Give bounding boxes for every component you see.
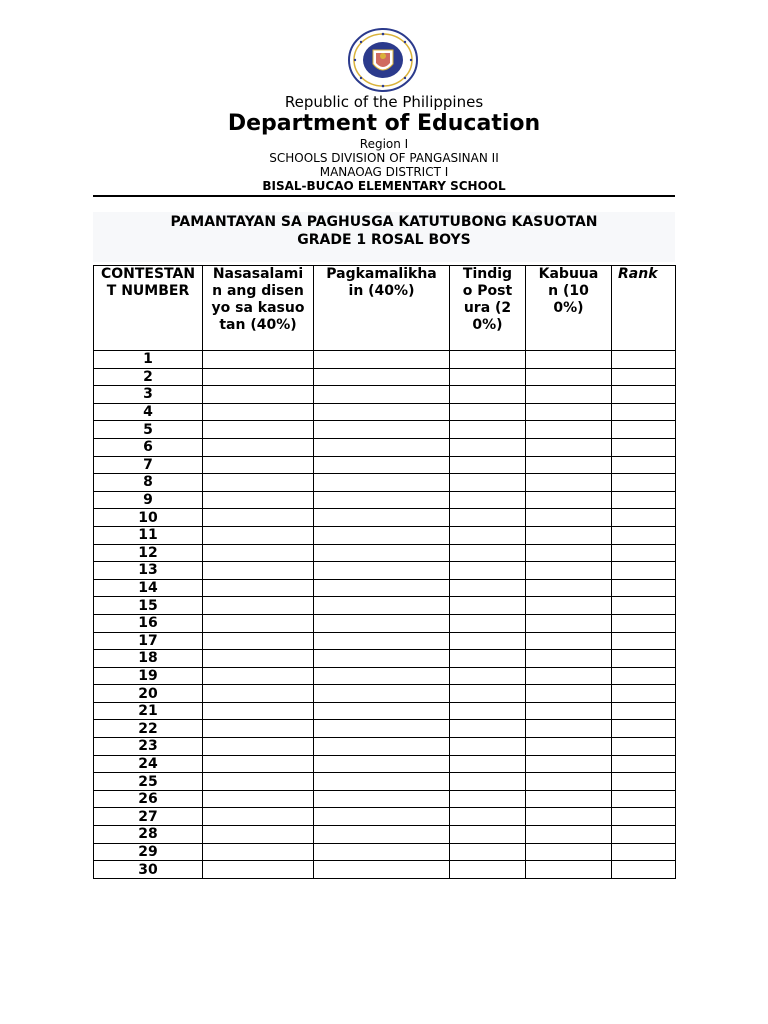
department-title: Department of Education: [227, 111, 541, 136]
table-row: [94, 826, 676, 844]
creativity-score-cell[interactable]: [314, 509, 450, 527]
table-row: [94, 773, 676, 791]
creativity-score-cell[interactable]: [314, 755, 450, 773]
contestant-number: 11: [94, 526, 203, 544]
total-score-cell[interactable]: [526, 491, 612, 509]
contestant-number: 7: [94, 456, 203, 474]
total-score-cell[interactable]: [526, 843, 612, 861]
posture-score-cell[interactable]: [450, 438, 526, 456]
total-score-cell[interactable]: [526, 562, 612, 580]
design-score-cell[interactable]: [203, 456, 314, 474]
contestant-number: 22: [94, 720, 203, 738]
contestant-number: 28: [94, 826, 203, 844]
design-score-cell[interactable]: [203, 755, 314, 773]
total-score-cell[interactable]: [526, 808, 612, 826]
design-score-cell[interactable]: [203, 790, 314, 808]
rank-cell[interactable]: [612, 474, 676, 492]
contestant-number: 18: [94, 650, 203, 668]
table-row: [94, 843, 676, 861]
table-row: [94, 861, 676, 879]
table-row: [94, 632, 676, 650]
posture-score-cell[interactable]: [450, 738, 526, 756]
table-row: [94, 474, 676, 492]
posture-score-cell[interactable]: [450, 826, 526, 844]
total-score-cell[interactable]: [526, 579, 612, 597]
total-score-cell[interactable]: [526, 755, 612, 773]
posture-score-cell[interactable]: [450, 491, 526, 509]
total-score-cell[interactable]: [526, 861, 612, 879]
table-row: [94, 544, 676, 562]
posture-score-cell[interactable]: [450, 843, 526, 861]
column-header-contestant: CONTESTANT NUMBER: [94, 266, 203, 351]
posture-score-cell[interactable]: [450, 685, 526, 703]
rank-cell[interactable]: [612, 650, 676, 668]
total-score-cell[interactable]: [526, 632, 612, 650]
table-header-row: [94, 266, 676, 351]
creativity-score-cell[interactable]: [314, 544, 450, 562]
table-row: [94, 685, 676, 703]
contestant-number: 14: [94, 579, 203, 597]
contestant-number: 19: [94, 667, 203, 685]
table-row: [94, 614, 676, 632]
posture-score-cell[interactable]: [450, 421, 526, 439]
posture-score-cell[interactable]: [450, 702, 526, 720]
school-name: BISAL-BUCAO ELEMENTARY SCHOOL: [262, 179, 506, 193]
total-score-cell[interactable]: [526, 368, 612, 386]
table-row: [94, 509, 676, 527]
design-score-cell[interactable]: [203, 738, 314, 756]
total-score-cell[interactable]: [526, 438, 612, 456]
design-score-cell[interactable]: [203, 773, 314, 791]
posture-score-cell[interactable]: [450, 667, 526, 685]
table-row: [94, 368, 676, 386]
contestant-number: 10: [94, 509, 203, 527]
rank-cell[interactable]: [612, 491, 676, 509]
deped-seal-logo: [347, 28, 419, 92]
contestant-number: 20: [94, 685, 203, 703]
posture-score-cell[interactable]: [450, 861, 526, 879]
column-header-rank: Rank: [612, 266, 676, 351]
posture-score-cell[interactable]: [450, 790, 526, 808]
design-score-cell[interactable]: [203, 403, 314, 421]
design-score-cell[interactable]: [203, 826, 314, 844]
creativity-score-cell[interactable]: [314, 667, 450, 685]
contestant-number: 21: [94, 702, 203, 720]
design-score-cell[interactable]: [203, 474, 314, 492]
table-row: [94, 491, 676, 509]
design-score-cell[interactable]: [203, 685, 314, 703]
total-score-cell[interactable]: [526, 597, 612, 615]
division-label: SCHOOLS DIVISION OF PANGASINAN II: [269, 151, 499, 165]
total-score-cell[interactable]: [526, 403, 612, 421]
republic-label: Republic of the Philippines: [284, 93, 484, 111]
design-score-cell[interactable]: [203, 438, 314, 456]
posture-score-cell[interactable]: [450, 597, 526, 615]
design-score-cell[interactable]: [203, 614, 314, 632]
table-row: [94, 755, 676, 773]
creativity-score-cell[interactable]: [314, 632, 450, 650]
rank-cell[interactable]: [612, 403, 676, 421]
total-score-cell[interactable]: [526, 650, 612, 668]
header-divider: [93, 195, 675, 197]
creativity-score-cell[interactable]: [314, 562, 450, 580]
design-score-cell[interactable]: [203, 632, 314, 650]
total-score-cell[interactable]: [526, 474, 612, 492]
creativity-score-cell[interactable]: [314, 456, 450, 474]
total-score-cell[interactable]: [526, 526, 612, 544]
creativity-score-cell[interactable]: [314, 579, 450, 597]
creativity-score-cell[interactable]: [314, 685, 450, 703]
posture-score-cell[interactable]: [450, 720, 526, 738]
table-row: [94, 526, 676, 544]
contestant-number: 9: [94, 491, 203, 509]
form-title: PAMANTAYAN SA PAGHUSGA KATUTUBONG KASUOTAN: [170, 214, 598, 230]
rank-cell[interactable]: [612, 808, 676, 826]
contestant-number: 13: [94, 562, 203, 580]
total-score-cell[interactable]: [526, 509, 612, 527]
total-score-cell[interactable]: [526, 667, 612, 685]
table-row: [94, 650, 676, 668]
design-score-cell[interactable]: [203, 667, 314, 685]
table-row: [94, 720, 676, 738]
scoring-table: [93, 265, 676, 879]
contestant-number: 17: [94, 632, 203, 650]
design-score-cell[interactable]: [203, 509, 314, 527]
creativity-score-cell[interactable]: [314, 702, 450, 720]
contestant-number: 4: [94, 403, 203, 421]
contestant-number: 16: [94, 614, 203, 632]
design-score-cell[interactable]: [203, 526, 314, 544]
total-score-cell[interactable]: [526, 386, 612, 404]
rank-cell[interactable]: [612, 720, 676, 738]
posture-score-cell[interactable]: [450, 509, 526, 527]
total-score-cell[interactable]: [526, 702, 612, 720]
creativity-score-cell[interactable]: [314, 773, 450, 791]
form-subtitle: GRADE 1 ROSAL BOYS: [297, 232, 471, 248]
total-score-cell[interactable]: [526, 790, 612, 808]
rank-cell[interactable]: [612, 562, 676, 580]
table-row: [94, 667, 676, 685]
creativity-score-cell[interactable]: [314, 826, 450, 844]
table-row: [94, 579, 676, 597]
rank-cell[interactable]: [612, 861, 676, 879]
creativity-score-cell[interactable]: [314, 843, 450, 861]
column-header-posture: Tindigo Postura (20%): [450, 266, 526, 351]
rank-cell[interactable]: [612, 368, 676, 386]
posture-score-cell[interactable]: [450, 808, 526, 826]
creativity-score-cell[interactable]: [314, 386, 450, 404]
design-score-cell[interactable]: [203, 650, 314, 668]
table-row: [94, 738, 676, 756]
rank-cell[interactable]: [612, 790, 676, 808]
total-score-cell[interactable]: [526, 685, 612, 703]
creativity-score-cell[interactable]: [314, 597, 450, 615]
creativity-score-cell[interactable]: [314, 368, 450, 386]
table-row: [94, 386, 676, 404]
rank-cell[interactable]: [612, 826, 676, 844]
total-score-cell[interactable]: [526, 773, 612, 791]
creativity-score-cell[interactable]: [314, 738, 450, 756]
posture-score-cell[interactable]: [450, 773, 526, 791]
posture-score-cell[interactable]: [450, 368, 526, 386]
table-row: [94, 790, 676, 808]
contestant-number: 6: [94, 438, 203, 456]
creativity-score-cell[interactable]: [314, 650, 450, 668]
rank-cell[interactable]: [612, 738, 676, 756]
rank-cell[interactable]: [612, 386, 676, 404]
design-score-cell[interactable]: [203, 544, 314, 562]
creativity-score-cell[interactable]: [314, 491, 450, 509]
rank-cell[interactable]: [612, 456, 676, 474]
total-score-cell[interactable]: [526, 351, 612, 369]
table-row: [94, 421, 676, 439]
contestant-number: 15: [94, 597, 203, 615]
column-header-design: Nasasalamin ang disenyo sa kasuotan (40%): [203, 266, 314, 351]
contestant-number: 2: [94, 368, 203, 386]
rank-cell[interactable]: [612, 843, 676, 861]
posture-score-cell[interactable]: [450, 562, 526, 580]
design-score-cell[interactable]: [203, 861, 314, 879]
rank-cell[interactable]: [612, 421, 676, 439]
creativity-score-cell[interactable]: [314, 403, 450, 421]
design-score-cell[interactable]: [203, 808, 314, 826]
design-score-cell[interactable]: [203, 720, 314, 738]
posture-score-cell[interactable]: [450, 403, 526, 421]
creativity-score-cell[interactable]: [314, 421, 450, 439]
creativity-score-cell[interactable]: [314, 474, 450, 492]
total-score-cell[interactable]: [526, 738, 612, 756]
rank-cell[interactable]: [612, 773, 676, 791]
posture-score-cell[interactable]: [450, 386, 526, 404]
rank-cell[interactable]: [612, 544, 676, 562]
posture-score-cell[interactable]: [450, 351, 526, 369]
posture-score-cell[interactable]: [450, 544, 526, 562]
design-score-cell[interactable]: [203, 421, 314, 439]
contestant-number: 8: [94, 474, 203, 492]
contestant-number: 12: [94, 544, 203, 562]
rank-cell[interactable]: [612, 579, 676, 597]
creativity-score-cell[interactable]: [314, 861, 450, 879]
table-row: [94, 351, 676, 369]
creativity-score-cell[interactable]: [314, 614, 450, 632]
posture-score-cell[interactable]: [450, 614, 526, 632]
rank-cell[interactable]: [612, 509, 676, 527]
creativity-score-cell[interactable]: [314, 526, 450, 544]
column-header-total: Kabuuan (100%): [526, 266, 612, 351]
creativity-score-cell[interactable]: [314, 720, 450, 738]
creativity-score-cell[interactable]: [314, 790, 450, 808]
table-row: [94, 702, 676, 720]
design-score-cell[interactable]: [203, 702, 314, 720]
posture-score-cell[interactable]: [450, 474, 526, 492]
region-label: Region I: [359, 137, 409, 151]
total-score-cell[interactable]: [526, 614, 612, 632]
table-row: [94, 562, 676, 580]
table-row: [94, 456, 676, 474]
rank-cell[interactable]: [612, 632, 676, 650]
rank-cell[interactable]: [612, 685, 676, 703]
design-score-cell[interactable]: [203, 579, 314, 597]
contestant-number: 26: [94, 790, 203, 808]
contestant-number: 30: [94, 861, 203, 879]
rank-cell[interactable]: [612, 597, 676, 615]
design-score-cell[interactable]: [203, 597, 314, 615]
form-title-band: [93, 212, 675, 262]
design-score-cell[interactable]: [203, 368, 314, 386]
rank-cell[interactable]: [612, 667, 676, 685]
total-score-cell[interactable]: [526, 826, 612, 844]
posture-score-cell[interactable]: [450, 632, 526, 650]
creativity-score-cell[interactable]: [314, 351, 450, 369]
posture-score-cell[interactable]: [450, 526, 526, 544]
design-score-cell[interactable]: [203, 562, 314, 580]
posture-score-cell[interactable]: [450, 579, 526, 597]
table-row: [94, 403, 676, 421]
contestant-number: 5: [94, 421, 203, 439]
contestant-number: 3: [94, 386, 203, 404]
total-score-cell[interactable]: [526, 544, 612, 562]
total-score-cell[interactable]: [526, 421, 612, 439]
design-score-cell[interactable]: [203, 386, 314, 404]
rank-cell[interactable]: [612, 438, 676, 456]
contestant-number: 24: [94, 755, 203, 773]
contestant-number: 29: [94, 843, 203, 861]
creativity-score-cell[interactable]: [314, 808, 450, 826]
rank-cell[interactable]: [612, 614, 676, 632]
contestant-number: 23: [94, 738, 203, 756]
column-header-creativity: Pagkamalikhain (40%): [314, 266, 450, 351]
creativity-score-cell[interactable]: [314, 438, 450, 456]
contestant-number: 25: [94, 773, 203, 791]
posture-score-cell[interactable]: [450, 650, 526, 668]
design-score-cell[interactable]: [203, 843, 314, 861]
design-score-cell[interactable]: [203, 351, 314, 369]
total-score-cell[interactable]: [526, 456, 612, 474]
table-row: [94, 597, 676, 615]
posture-score-cell[interactable]: [450, 456, 526, 474]
contestant-number: 1: [94, 351, 203, 369]
table-row: [94, 438, 676, 456]
rank-cell[interactable]: [612, 351, 676, 369]
rank-cell[interactable]: [612, 526, 676, 544]
rank-cell[interactable]: [612, 702, 676, 720]
posture-score-cell[interactable]: [450, 755, 526, 773]
table-row: [94, 808, 676, 826]
contestant-number: 27: [94, 808, 203, 826]
district-label: MANAOAG DISTRICT I: [319, 165, 449, 179]
rank-cell[interactable]: [612, 755, 676, 773]
design-score-cell[interactable]: [203, 491, 314, 509]
total-score-cell[interactable]: [526, 720, 612, 738]
